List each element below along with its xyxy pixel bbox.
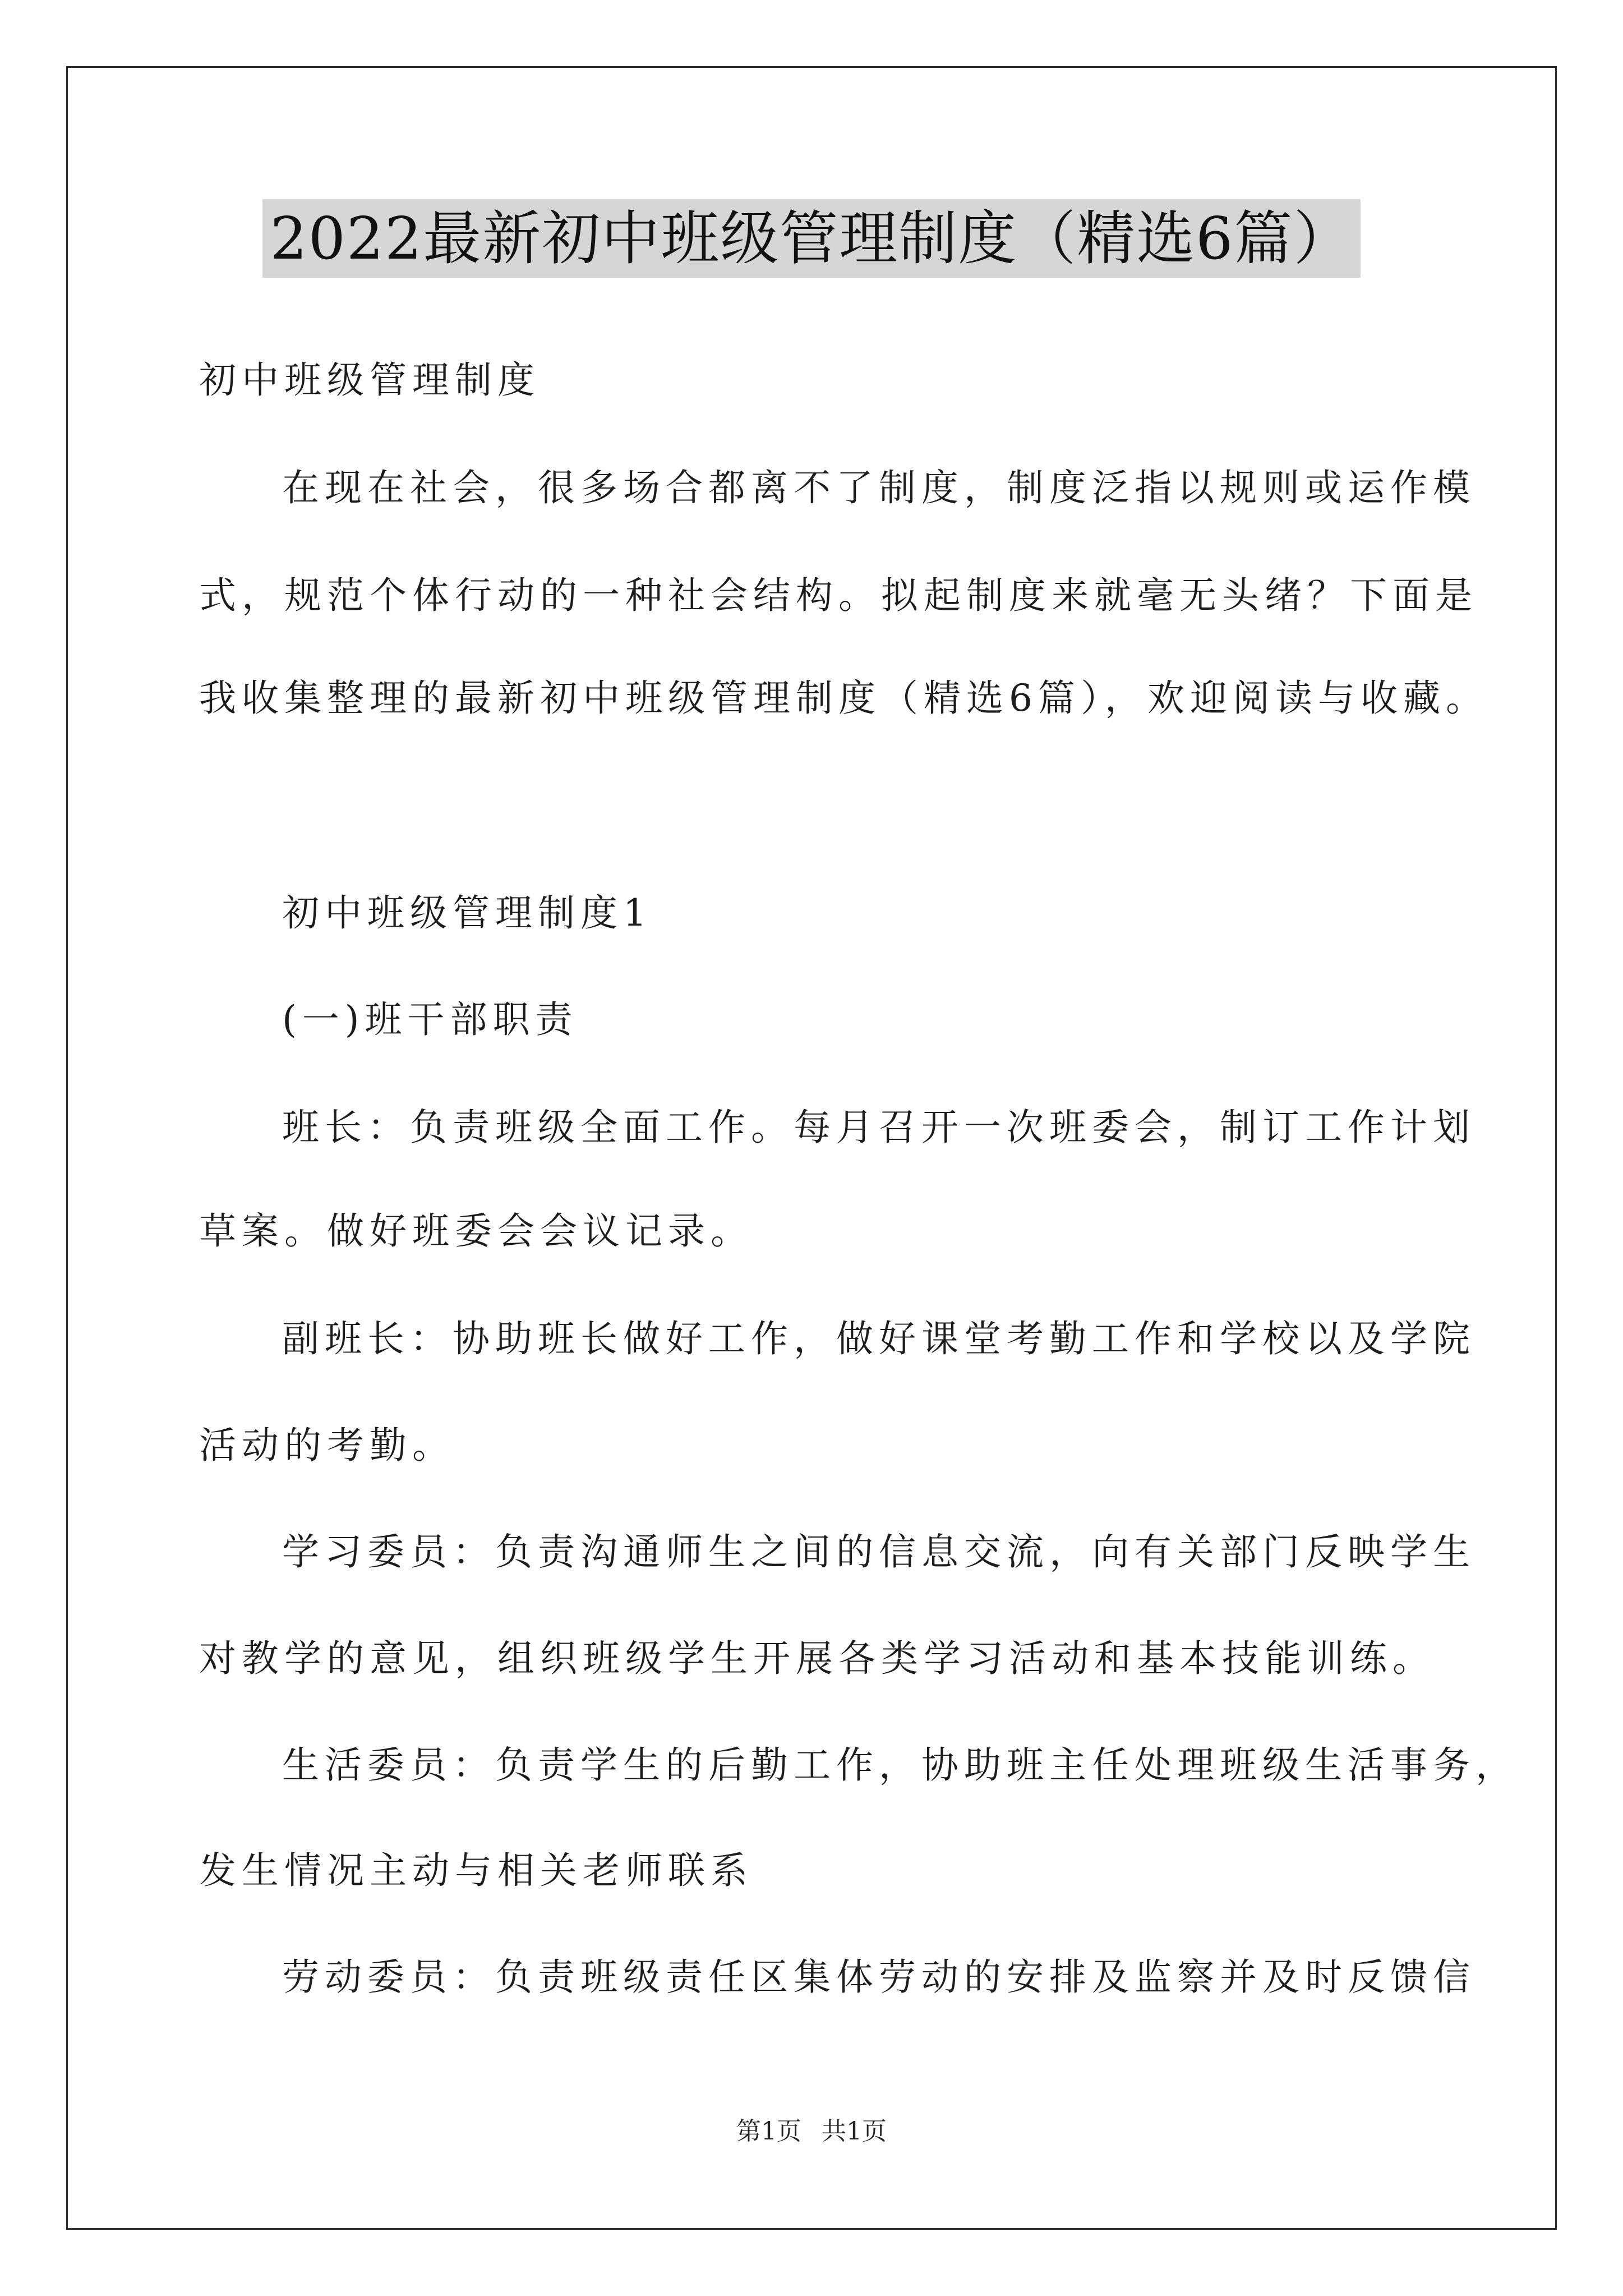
subsection-heading: (一)班干部职责 (282, 998, 578, 1041)
page-current: 第1页 (736, 2117, 801, 2146)
title-container (0, 199, 1623, 278)
subtitle: 初中班级管理制度 (199, 358, 540, 402)
paragraph-labor-committee-line-1: 劳动委员：负责班级责任区集体劳动的安排及监察并及时反馈信 (282, 1955, 1476, 1999)
intro-line-1: 在现在社会，很多场合都离不了制度，制度泛指以规则或运作模 (282, 466, 1476, 509)
page-total: 共1页 (822, 2117, 887, 2146)
paragraph-monitor-line-2: 草案。做好班委会会议记录。 (199, 1209, 753, 1253)
paragraph-life-committee-line-2: 发生情况主动与相关老师联系 (199, 1849, 753, 1892)
section-heading: 初中班级管理制度1 (282, 891, 652, 935)
paragraph-monitor-line-1: 班长：负责班级全面工作。每月召开一次班委会，制订工作计划 (282, 1106, 1476, 1149)
paragraph-vice-monitor-line-1: 副班长：协助班长做好工作，做好课堂考勤工作和学校以及学院 (282, 1317, 1476, 1360)
paragraph-life-committee-line-1: 生活委员：负责学生的后勤工作，协助班主任处理班级生活事务， (282, 1743, 1518, 1787)
page-footer (0, 2115, 1623, 2148)
intro-line-3: 我收集整理的最新初中班级管理制度（精选6篇），欢迎阅读与收藏。 (199, 677, 1488, 720)
intro-line-2: 式，规范个体行动的一种社会结构。拟起制度来就毫无头绪？下面是 (199, 574, 1478, 617)
document-title: 2022最新初中班级管理制度（精选6篇） (262, 199, 1361, 278)
paragraph-vice-monitor-line-2: 活动的考勤。 (199, 1424, 455, 1467)
paragraph-study-committee-line-1: 学习委员：负责沟通师生之间的信息交流，向有关部门反映学生 (282, 1530, 1476, 1573)
paragraph-study-committee-line-2: 对教学的意见，组织班级学生开展各类学习活动和基本技能训练。 (199, 1637, 1435, 1680)
